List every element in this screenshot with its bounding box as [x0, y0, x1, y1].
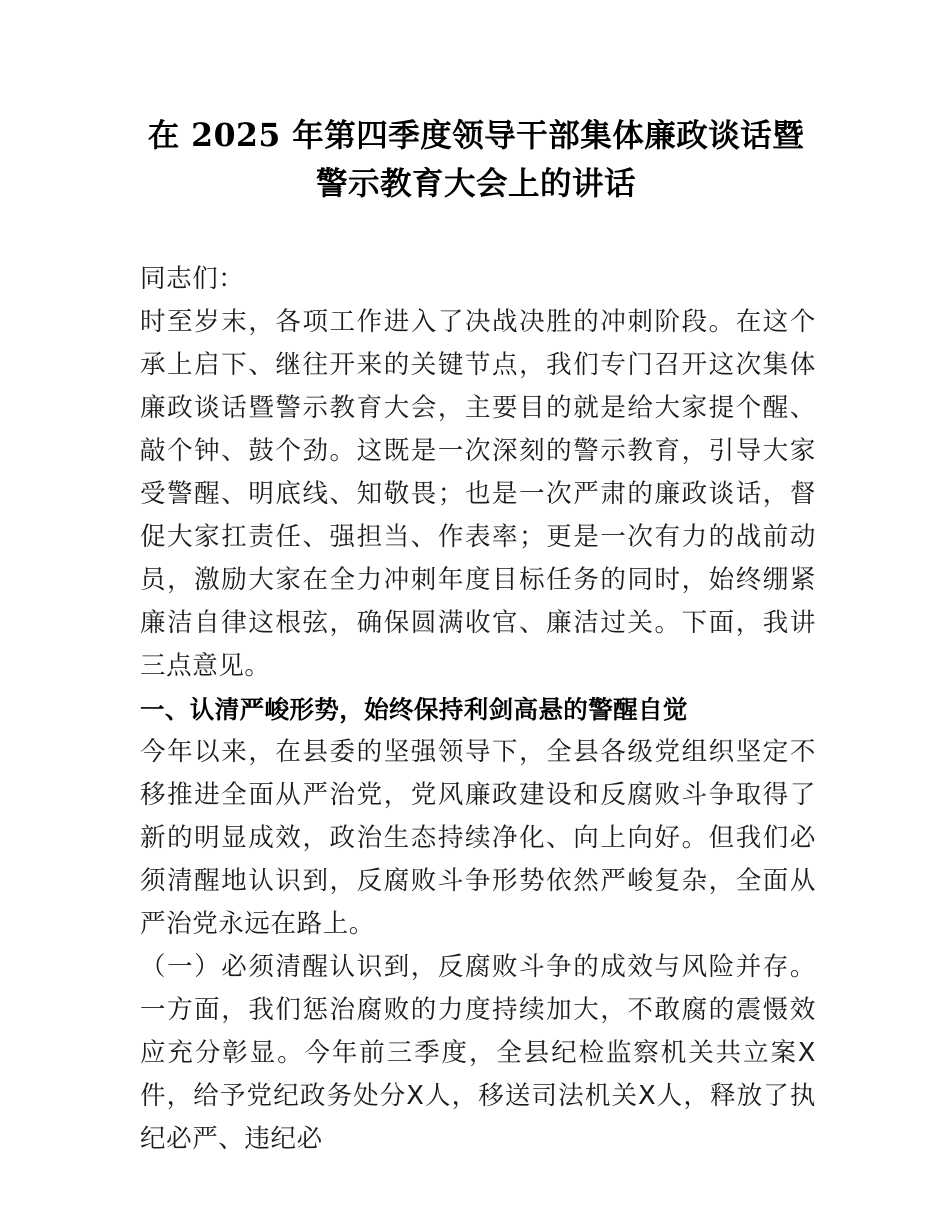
page-title-line-2: 警示教育大会上的讲话 [315, 165, 636, 202]
document-body [140, 258, 816, 1161]
salutation: 同志们： [140, 264, 245, 294]
page-title-line-1: 在 2025 年第四季度领导干部集体廉政谈话暨 [147, 117, 805, 154]
paragraph-subsection-one: （一）必须清醒认识到，反腐败斗争的成效与风险并存。一方面，我们惩治腐败的力度持续加大，不敢腐的震慑效应充分彰显。今年前三季度，全县纪检监察机关共立案X件，给予党纪政务处分X人，移送司法机关X人，释放了执纪必严、违纪必 [140, 952, 816, 1154]
page-title [140, 112, 812, 208]
paragraph-section-one-intro: 今年以来，在县委的坚强领导下，全县各级党组织坚定不移推进全面从严治党，党风廉政建设和反腐败斗争取得了新的明显成效，政治生态持续净化、向上向好。但我们必须清醒地认识到，反腐败斗争形势依然严峻复杂，全面从严治党永远在路上。 [140, 737, 816, 939]
paragraph-opening: 时至岁末，各项工作进入了决战决胜的冲刺阶段。在这个承上启下、继往开来的关键节点，我们专门召开这次集体廉政谈话暨警示教育大会，主要目的就是给大家提个醒、敲个钟、鼓个劲。这既是一次深刻的警示教育，引导大家受警醒、明底线、知敬畏；也是一次严肃的廉政谈话，督促大家扛责任、强担当、作表率；更是一次有力的战前动员，激励大家在全力冲刺年度目标任务的同时，始终绷紧廉洁自律这根弦，确保圆满收官、廉洁过关。下面，我讲三点意见。 [140, 307, 816, 681]
section-heading-one: 一、认清严峻形势，始终保持利剑高悬的警醒自觉 [140, 695, 688, 724]
